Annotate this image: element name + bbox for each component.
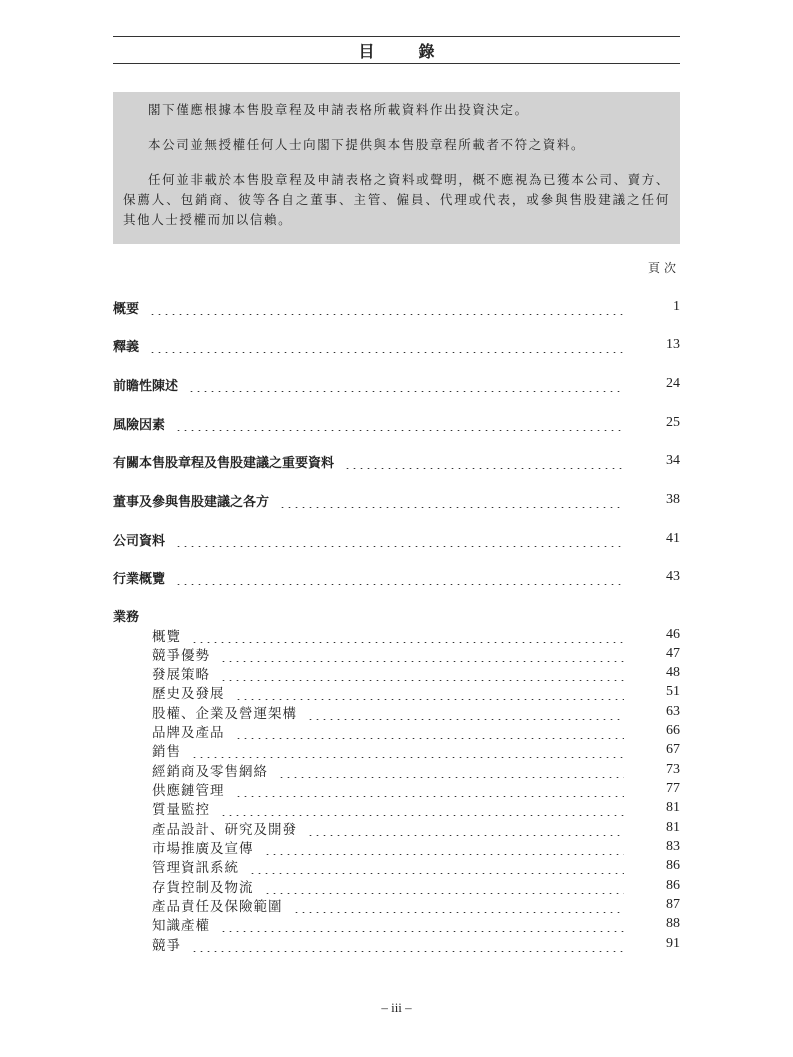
toc-entry-page: 48	[666, 665, 680, 680]
toc-entry-page: 86	[666, 878, 680, 893]
leader-dots	[175, 573, 624, 585]
leader-dots	[293, 901, 625, 913]
notice-paragraph-1: 閣下僅應根據本售股章程及申請表格所載資料作出投資決定。	[148, 102, 529, 117]
leader-dots	[191, 746, 624, 758]
leader-dots	[264, 882, 625, 894]
leader-dots	[220, 804, 624, 816]
toc-sub-entry[interactable]	[152, 855, 680, 877]
toc-entry-page: 1	[673, 299, 680, 314]
leader-dots	[149, 341, 624, 353]
toc-entry-label: 董事及參與售股建議之各方	[113, 494, 270, 510]
toc-entry[interactable]	[113, 528, 680, 550]
toc-entry-page: 73	[666, 762, 680, 777]
toc-entry-label: 釋義	[113, 339, 140, 355]
toc-entry-label: 競爭優勢	[152, 648, 210, 664]
toc-entry-label: 供應鏈管理	[152, 783, 225, 799]
toc-entry-page: 63	[666, 704, 680, 719]
toc-entry-page: 51	[666, 684, 680, 699]
leader-dots	[235, 727, 625, 739]
leader-dots	[220, 650, 624, 662]
page-number-footer: – iii –	[381, 1000, 412, 1015]
toc-entry-label: 品牌及產品	[152, 725, 225, 741]
toc-entry-label: 有關本售股章程及售股建議之重要資料	[113, 455, 335, 471]
leader-dots	[175, 419, 624, 431]
toc-entry[interactable]	[113, 412, 680, 434]
toc-entry-label: 競爭	[152, 938, 181, 954]
toc-entry-page: 87	[666, 897, 680, 912]
toc-sub-entry[interactable]	[152, 933, 680, 955]
toc-entry-page: 41	[666, 531, 680, 546]
toc-sub-entry[interactable]	[152, 739, 680, 761]
leader-dots	[149, 303, 624, 315]
toc-entry-page: 81	[666, 800, 680, 815]
page-column-header: 頁次	[647, 261, 680, 275]
toc-entry-page: 86	[666, 858, 680, 873]
toc-entry-label: 發展策略	[152, 667, 210, 683]
toc-entry-page: 13	[666, 337, 680, 352]
page-title: 目 錄	[358, 41, 449, 61]
toc-entry-page: 34	[666, 453, 680, 468]
toc-entry-label: 產品設計、研究及開發	[152, 822, 297, 838]
leader-dots	[235, 688, 625, 700]
toc-entry-page: 43	[666, 569, 680, 584]
toc-entry-label: 前瞻性陳述	[113, 378, 179, 394]
toc-entry[interactable]	[113, 566, 680, 588]
leader-dots	[188, 380, 624, 392]
toc-entry[interactable]	[113, 489, 680, 511]
toc-sub-entry[interactable]	[152, 681, 680, 703]
toc-entry-label: 知識產權	[152, 918, 210, 934]
toc-entry-page: 38	[666, 492, 680, 507]
toc-entry-label: 存貨控制及物流	[152, 880, 254, 896]
leader-dots	[344, 457, 624, 469]
leader-dots	[220, 920, 624, 932]
toc-entry-page: 24	[666, 376, 680, 391]
toc-entry-label: 行業概覽	[113, 571, 166, 587]
toc-entry-label: 市場推廣及宣傳	[152, 841, 254, 857]
toc-sub-entry[interactable]	[152, 797, 680, 819]
leader-dots	[307, 708, 624, 720]
toc-entry-page: 91	[666, 936, 680, 951]
toc-entry-page: 77	[666, 781, 680, 796]
page-title-bar	[113, 36, 680, 64]
toc-entry-page: 88	[666, 916, 680, 931]
notice-paragraph-3: 任何並非載於本售股章程及申請表格之資料或聲明，概不應視為已獲本公司、賣方、保薦人、包銷商、彼等各自之董事、主管、僱員、代理或代表，或參與售股建議之任何其他人士授權而加以信賴。	[123, 172, 670, 227]
toc-entry-label: 銷售	[152, 744, 181, 760]
toc-entry-page: 66	[666, 723, 680, 738]
toc-entry-label: 概覽	[152, 629, 181, 645]
toc-sub-entry[interactable]	[152, 913, 680, 935]
toc-entry[interactable]	[113, 334, 680, 356]
leader-dots	[278, 766, 624, 778]
notice-box	[113, 92, 680, 244]
toc-section-title[interactable]: 業務	[113, 610, 140, 625]
toc-entry[interactable]	[113, 296, 680, 318]
toc-entry-label: 產品責任及保險範圍	[152, 899, 283, 915]
toc-entry-page: 47	[666, 646, 680, 661]
toc-entry-page: 67	[666, 742, 680, 757]
toc-entry[interactable]	[113, 373, 680, 395]
toc-entry[interactable]	[113, 450, 680, 472]
toc-entry-label: 風險因素	[113, 417, 166, 433]
leader-dots	[191, 940, 624, 952]
toc-entry-label: 質量監控	[152, 802, 210, 818]
toc-entry-page: 46	[666, 627, 680, 642]
leader-dots	[235, 785, 625, 797]
toc-entry-label: 概要	[113, 301, 140, 317]
leader-dots	[220, 669, 624, 681]
leader-dots	[191, 631, 624, 643]
leader-dots	[249, 862, 624, 874]
leader-dots	[175, 535, 624, 547]
toc-entry-page: 83	[666, 839, 680, 854]
notice-paragraph-2: 本公司並無授權任何人士向閣下提供與本售股章程所載者不符之資料。	[148, 137, 586, 152]
toc-entry-page: 81	[666, 820, 680, 835]
toc-entry-label: 歷史及發展	[152, 686, 225, 702]
leader-dots	[279, 496, 624, 508]
toc-entry-label: 股權、企業及營運架構	[152, 706, 297, 722]
toc-entry-label: 管理資訊系統	[152, 860, 239, 876]
toc-entry-label: 公司資料	[113, 533, 166, 549]
toc-entry-page: 25	[666, 415, 680, 430]
leader-dots	[264, 843, 625, 855]
leader-dots	[307, 824, 624, 836]
toc-entry-label: 經銷商及零售網絡	[152, 764, 268, 780]
